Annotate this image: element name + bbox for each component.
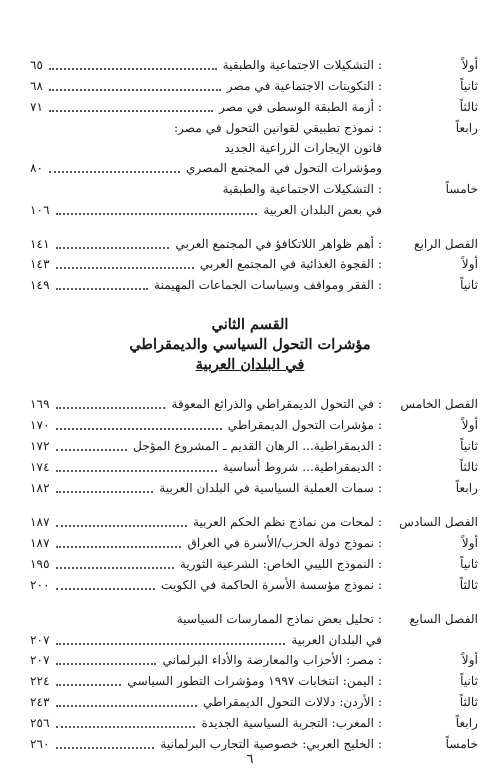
toc-entry[interactable] — [30, 533, 478, 553]
toc-entry-label: ثانياً — [460, 674, 478, 688]
toc-entry-label: أولاً — [461, 536, 478, 550]
toc-entry-title: : الخليج العربي: خصوصية التجارب البرلمانية — [160, 737, 382, 751]
toc-entry-page-number: ٦٥ — [30, 58, 44, 72]
toc-entry[interactable] — [30, 138, 478, 158]
toc-leader-dots — [56, 525, 187, 527]
toc-entry-page-number: ١٩٥ — [30, 557, 50, 571]
toc-entry-label: ثانياً — [460, 439, 478, 453]
toc-entry-label: رابعاً — [455, 481, 478, 495]
toc-entry[interactable] — [30, 575, 478, 595]
toc-entry-title: : أهم ظواهر اللاتكافؤ في المجتمع العربي — [175, 237, 382, 251]
toc-entry[interactable] — [30, 254, 478, 274]
toc-entry-label: خامساً — [445, 737, 478, 751]
toc-leader-dots — [56, 684, 122, 686]
toc-entry-page-number: ١٧٠ — [30, 418, 50, 432]
toc-entry-page-number: ٢٥٦ — [30, 716, 50, 730]
toc-leader-dots — [56, 567, 174, 569]
toc-entry-title: : مصر: الأحزاب والمعارضة والأداء البرلماني — [162, 653, 382, 667]
toc-entry-label: ثانياً — [460, 278, 478, 292]
section-heading-line3-text: في البلدان العربية — [195, 356, 305, 373]
toc-entry-title: في بعض البلدان العربية — [263, 203, 382, 217]
toc-entry-title: : المغرب: التجربة السياسية الجديدة — [201, 716, 382, 730]
toc-entry-title: ومؤشرات التحول في المجتمع المصري — [186, 161, 382, 175]
toc-entry-label: ثالثاً — [459, 460, 478, 474]
toc-entry-label: الفصل السابع — [409, 612, 478, 626]
toc-entry-page-number: ٨٠ — [30, 161, 44, 175]
toc-entry-page-number: ٦٨ — [30, 79, 44, 93]
toc-leader-dots — [56, 663, 157, 665]
toc-leader-dots — [49, 171, 180, 173]
toc-leader-dots — [56, 213, 258, 215]
toc-leader-dots — [56, 428, 222, 430]
toc-entry[interactable] — [30, 436, 478, 456]
toc-entry-title: : الفقر ومواقف وسياسات الجماعات المهيمنة — [154, 278, 382, 292]
toc-entry-label: أولاً — [461, 418, 478, 432]
toc-entry[interactable] — [30, 630, 478, 650]
toc-entry[interactable] — [30, 275, 478, 295]
toc-leader-dots — [56, 546, 182, 548]
toc-entry-page-number: ١٧٢ — [30, 439, 50, 453]
toc-entry-label: الفصل الرابع — [413, 237, 478, 251]
toc-entry-label: ثالثاً — [459, 695, 478, 709]
page-number: ٦ — [246, 752, 254, 767]
toc-entry-page-number: ١٤٣ — [30, 257, 50, 271]
toc-leader-dots — [56, 267, 194, 269]
toc-entry[interactable] — [30, 55, 478, 75]
toc-entry-label: خامساً — [445, 182, 478, 196]
section-heading-line3 — [0, 354, 500, 376]
toc-leader-dots — [56, 491, 154, 493]
toc-entry[interactable] — [30, 692, 478, 712]
toc-entry-title: : التشكيلات الاجتماعية والطبقية — [222, 182, 382, 196]
toc-leader-dots — [56, 588, 155, 590]
toc-entry-page-number: ٢٠٧ — [30, 633, 50, 647]
toc-entry-label: رابعاً — [455, 716, 478, 730]
toc-entry[interactable] — [30, 671, 478, 691]
toc-entry-page-number: ٢٠٧ — [30, 653, 50, 667]
toc-entry-page-number: ١٨٢ — [30, 481, 50, 495]
toc-entry[interactable] — [30, 118, 478, 138]
toc-entry-title: : اليمن: انتخابات ١٩٩٧ ومؤشرات التطور السياسي — [127, 674, 382, 688]
toc-entry-page-number: ٢٠٠ — [30, 578, 50, 592]
toc-entry-label: ثانياً — [460, 557, 478, 571]
toc-entry[interactable] — [30, 609, 478, 629]
toc-entry[interactable] — [30, 97, 478, 117]
toc-entry[interactable] — [30, 650, 478, 670]
section-heading-line1: القسم الثاني — [211, 316, 289, 333]
toc-entry-label: ثالثاً — [459, 578, 478, 592]
toc-entry-label: ثالثاً — [459, 100, 478, 114]
toc-entry-title: في البلدان العربية — [291, 633, 382, 647]
toc-leader-dots — [49, 110, 213, 112]
toc-entry[interactable] — [30, 158, 478, 178]
toc-entry-label: رابعاً — [455, 121, 478, 135]
toc-entry-title: : نموذج تطبيقي لقوانين التحول في مصر: — [173, 121, 382, 135]
toc-entry-title: : الفجوة الغذائية في المجتمع العربي — [199, 257, 382, 271]
toc-entry-title: : الديمقراطية... شروط أساسية — [222, 460, 382, 474]
toc-entry-title: : تحليل بعض نماذج الممارسات السياسية — [176, 612, 382, 626]
toc-leader-dots — [56, 247, 170, 249]
toc-entry-page-number: ٢٢٤ — [30, 674, 50, 688]
toc-entry-page-number: ١٦٩ — [30, 397, 50, 411]
toc-entry-title: : مؤشرات التحول الديمقراطي — [227, 418, 382, 432]
toc-entry-page-number: ١٨٧ — [30, 536, 50, 550]
toc-entry-label: الفصل الخامس — [400, 397, 478, 411]
toc-entry-label: أولاً — [461, 257, 478, 271]
toc-entry-label: ثانياً — [460, 79, 478, 93]
toc-entry[interactable] — [30, 478, 478, 498]
toc-entry[interactable] — [30, 179, 478, 199]
toc-leader-dots — [49, 68, 217, 70]
toc-leader-dots — [56, 643, 286, 645]
toc-entry-title: : في التحول الديمقراطي والذرائع المعوقة — [171, 397, 382, 411]
toc-leader-dots — [56, 747, 155, 749]
toc-entry-page-number: ١٤١ — [30, 237, 50, 251]
toc-entry[interactable] — [30, 415, 478, 435]
toc-entry-title: : الديمقراطية... الرهان القديم ـ المشروع المؤجل — [133, 439, 382, 453]
toc-leader-dots — [56, 705, 197, 707]
toc-entry-title: : نموذج مؤسسة الأسرة الحاكمة في الكويت — [160, 578, 382, 592]
toc-entry-label: أولاً — [461, 653, 478, 667]
toc-leader-dots — [56, 470, 217, 472]
toc-leader-dots — [56, 449, 128, 451]
toc-entry-label: الفصل السادس — [399, 515, 478, 529]
toc-entry-title: : التشكيلات الاجتماعية والطبقية — [222, 58, 382, 72]
toc-entry[interactable] — [30, 512, 478, 532]
toc-entry-page-number: ١٧٤ — [30, 460, 50, 474]
toc-entry[interactable] — [30, 457, 478, 477]
toc-entry[interactable] — [30, 554, 478, 574]
toc-entry-label: أولاً — [461, 58, 478, 72]
toc-leader-dots — [49, 89, 221, 91]
toc-entry[interactable] — [30, 713, 478, 733]
toc-leader-dots — [56, 288, 148, 290]
toc-entry-title: : التكوينات الاجتماعية في مصر — [226, 79, 382, 93]
toc-entry-title: : أزمة الطبقة الوسطى في مصر — [219, 100, 382, 114]
toc-entry-title: : الأردن: دلالات التحول الديمقراطي — [203, 695, 382, 709]
toc-entry[interactable] — [30, 200, 478, 220]
toc-leader-dots — [56, 407, 166, 409]
section-heading-line2: مؤشرات التحول السياسي والديمقراطي — [129, 336, 371, 353]
toc-entry-page-number: ١٨٧ — [30, 515, 50, 529]
toc-entry-page-number: ٧١ — [30, 100, 44, 114]
toc-entry-page-number: ١٠٦ — [30, 203, 50, 217]
toc-entry-page-number: ٢٦٠ — [30, 737, 50, 751]
toc-entry-title: قانون الإيجارات الزراعية الجديد — [224, 141, 382, 155]
toc-entry-title: : لمحات من نماذج نظم الحكم العربية — [192, 515, 382, 529]
toc-entry-title: : نموذج دولة الحزب/الأسرة في العراق — [187, 536, 382, 550]
toc-leader-dots — [56, 726, 196, 728]
toc-entry-page-number: ٢٤٣ — [30, 695, 50, 709]
toc-entry[interactable] — [30, 234, 478, 254]
toc-entry-title: : النموذج الليبي الخاص: الشرعية الثورية — [179, 557, 382, 571]
toc-entry[interactable] — [30, 76, 478, 96]
toc-entry-title: : سمات العملية السياسية في البلدان العربية — [159, 481, 382, 495]
toc-entry[interactable] — [30, 394, 478, 414]
toc-entry-page-number: ١٤٩ — [30, 278, 50, 292]
